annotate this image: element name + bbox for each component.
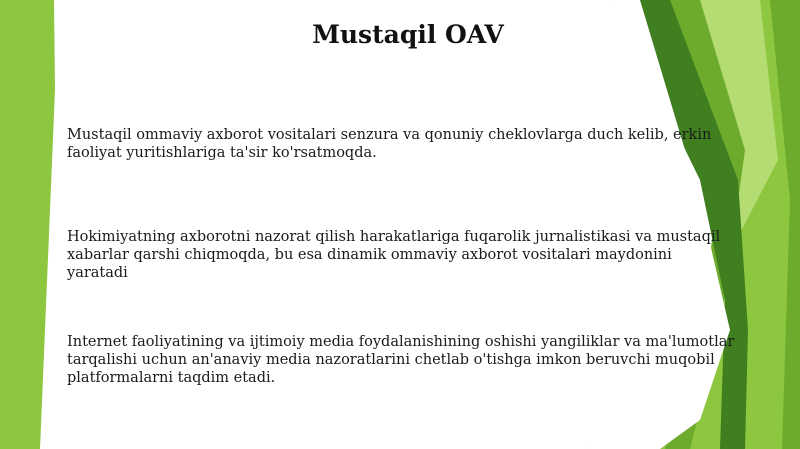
paragraph-1: Mustaqil ommaviy axborot vositalari senzura va qonuniy cheklovlarga duch kelib, erkin faoliyat yuritishlariga ta'sir ko'rsatmoqda. xyxy=(67,127,712,161)
left-green-shape xyxy=(0,0,55,449)
paragraph-3: Internet faoliyatining va ijtimoiy media foydalanishining oshishi yangiliklar va ma'lumotlar tarqalishi uchun an'anaviy media nazoratlarini chetlab o'tishga imkon beruvchi muqobil platformalarni taqdim etadi. xyxy=(67,334,735,386)
slide-title: Mustaqil OAV xyxy=(312,20,504,49)
paragraph-2: Hokimiyatning axborotni nazorat qilish harakatlariga fuqarolik jurnalistikasi va mustaqil xabarlar qarshi chiqmoqda, bu esa dinamik ommaviy axborot vositalari maydonini yaratadi xyxy=(67,229,721,281)
